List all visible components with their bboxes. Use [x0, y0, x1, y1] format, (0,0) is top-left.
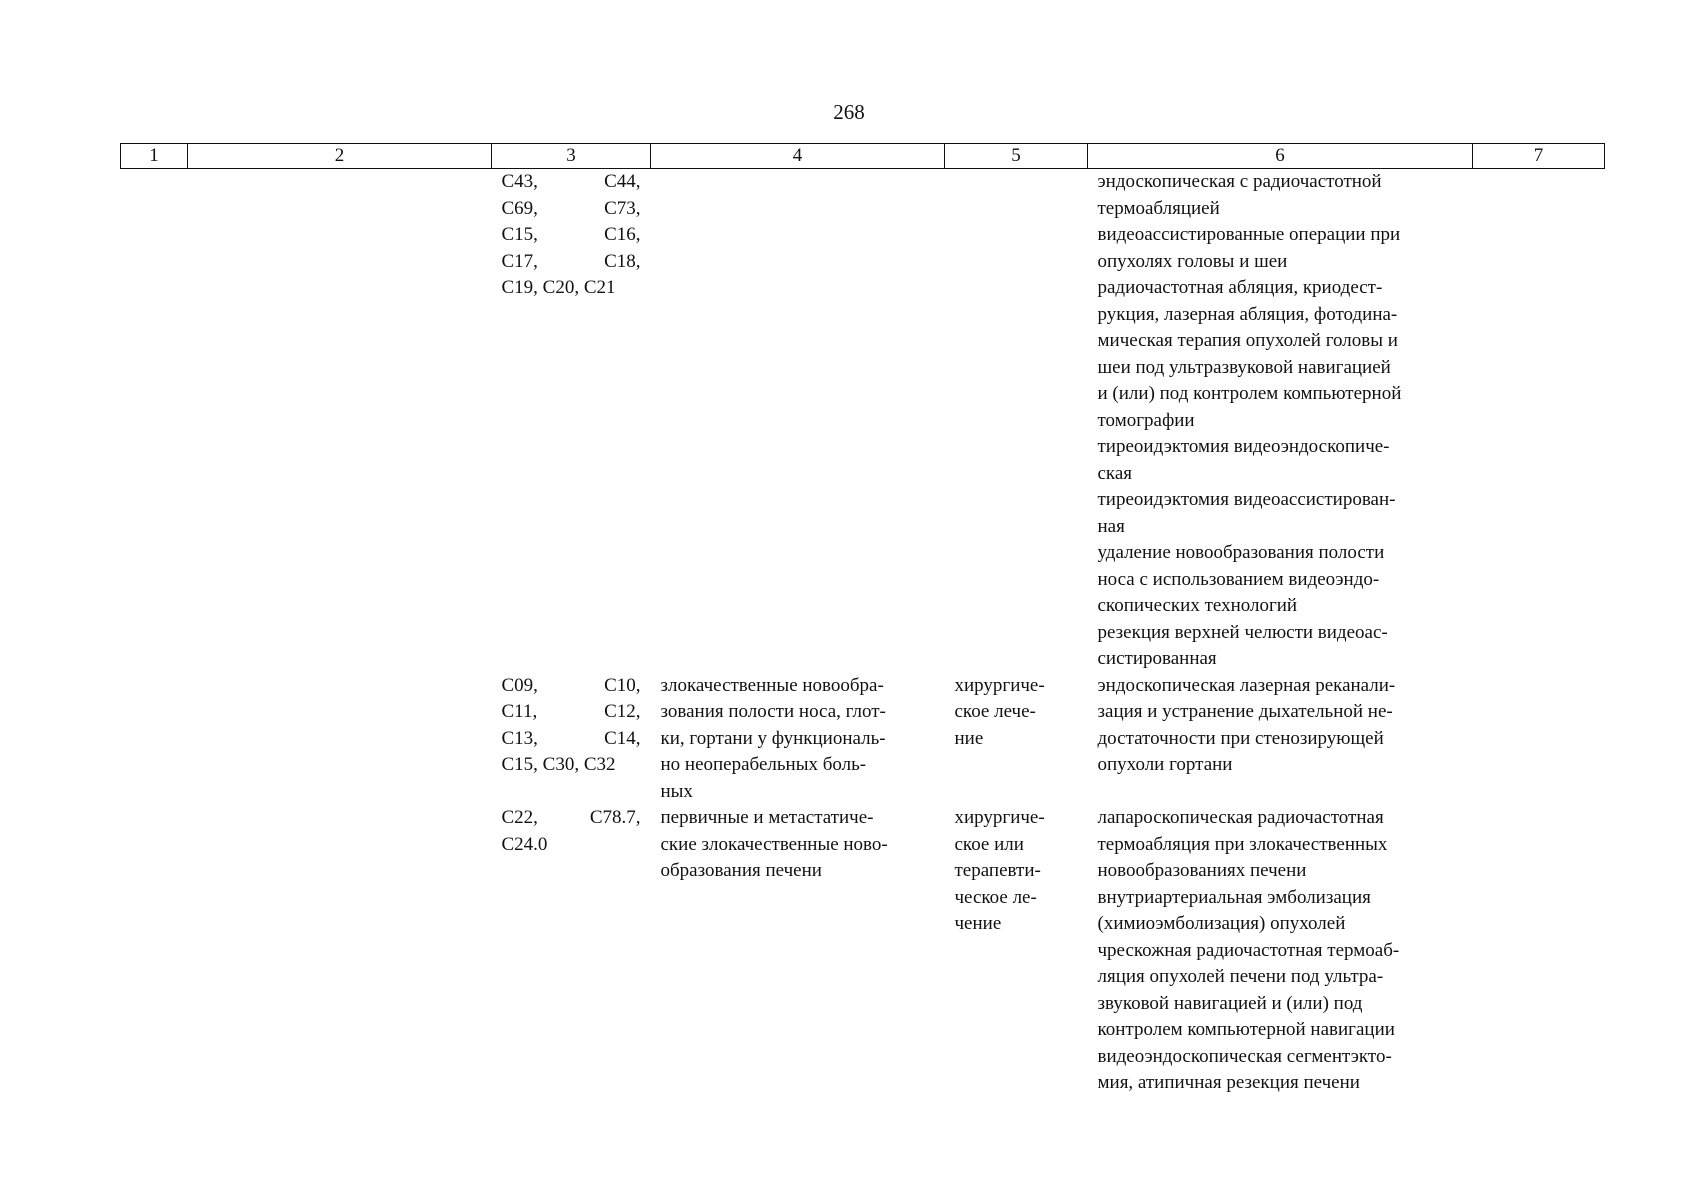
- code-line: [502, 222, 641, 249]
- cell-col1: [121, 805, 188, 1097]
- code-text: C15, C30, C32: [501, 754, 616, 775]
- code-text: C15,: [501, 224, 538, 245]
- procedure-line: ная: [1097, 515, 1125, 537]
- treatment-line: хирургиче-: [954, 807, 1045, 828]
- procedure-line: опухоли гортани: [1097, 754, 1233, 775]
- procedure-line: зация и устранение дыхательной не-: [1097, 701, 1393, 722]
- column-header: 1: [121, 144, 188, 169]
- column-header: 3: [492, 144, 651, 169]
- disease-line: ных: [660, 780, 693, 802]
- code-text: C16,: [604, 224, 641, 245]
- procedure-line: систированная: [1097, 648, 1217, 669]
- cell-codes: [492, 805, 651, 1097]
- disease-line: образования печени: [660, 860, 822, 881]
- code-line: [502, 673, 641, 700]
- column-number-row: [121, 144, 1605, 169]
- cell-col2: [188, 169, 492, 673]
- procedure-line: звуковой навигацией и (или) под: [1097, 992, 1363, 1014]
- procedure-line: мическая терапия опухолей головы и: [1097, 330, 1398, 351]
- code-line: [502, 275, 641, 302]
- cell-treatment: [945, 169, 1088, 673]
- procedure-line: мия, атипичная резекция печени: [1097, 1072, 1360, 1093]
- column-header: 7: [1473, 144, 1605, 169]
- disease-line: зования полости носа, глот-: [660, 701, 886, 722]
- procedure-line: внутриартериальная эмболизация: [1097, 886, 1371, 908]
- treatment-line: терапевти-: [954, 860, 1041, 881]
- disease-line: ки, гортани у функциональ-: [660, 727, 886, 749]
- code-text: C24.0: [501, 833, 548, 855]
- code-line: [502, 169, 641, 196]
- treatment-line: чение: [954, 913, 1002, 934]
- procedure-line: видеоассистированные операции при: [1097, 224, 1401, 245]
- table-row: [121, 169, 1605, 673]
- procedure-line: рукция, лазерная абляция, фотодина-: [1097, 303, 1398, 325]
- cell-disease: [651, 805, 945, 1097]
- code-line: [502, 249, 641, 276]
- procedure-line: и (или) под контролем компьютерной: [1097, 383, 1402, 404]
- code-text: C43,: [501, 171, 538, 192]
- treatment-line: ское или: [954, 833, 1024, 855]
- code-line: [502, 699, 641, 726]
- code-line: [502, 805, 641, 832]
- code-line: [502, 726, 641, 753]
- cell-disease: [651, 673, 945, 806]
- procedure-line: контролем компьютерной навигации: [1097, 1019, 1395, 1040]
- table-row: [121, 673, 1605, 806]
- page-number: 268: [833, 100, 865, 124]
- column-header: 2: [188, 144, 492, 169]
- code-text: C73,: [604, 197, 641, 219]
- procedure-line: достаточности при стенозирующей: [1097, 727, 1384, 749]
- code-text: C18,: [604, 250, 641, 272]
- code-text: C44,: [604, 171, 641, 192]
- code-text: C17,: [501, 250, 538, 272]
- cell-col2: [188, 673, 492, 806]
- procedure-line: тиреоидэктомия видеоэндоскопиче-: [1097, 436, 1390, 457]
- cell-disease: [651, 169, 945, 673]
- code-line: [502, 832, 641, 859]
- procedure-line: удаление новообразования полости: [1097, 542, 1385, 563]
- procedure-line: лапароскопическая радиочастотная: [1097, 807, 1384, 828]
- code-line: [502, 752, 641, 779]
- code-text: C11,: [501, 701, 538, 722]
- procedure-line: новообразованиях печени: [1097, 860, 1307, 881]
- treatment-line: ние: [954, 727, 984, 749]
- treatment-line: ское лече-: [954, 701, 1036, 722]
- cell-col1: [121, 169, 188, 673]
- cell-codes: [492, 673, 651, 806]
- cell-col2: [188, 805, 492, 1097]
- cell-col7: [1473, 673, 1605, 806]
- procedure-line: ская: [1097, 462, 1133, 484]
- disease-line: но неоперабельных боль-: [660, 754, 867, 775]
- procedure-line: носа с использованием видеоэндо-: [1097, 568, 1380, 590]
- code-text: C69,: [501, 197, 538, 219]
- code-text: C09,: [501, 674, 538, 696]
- cell-treatment: [945, 805, 1088, 1097]
- code-text: C12,: [604, 701, 641, 722]
- cell-treatment: [945, 673, 1088, 806]
- column-header: 6: [1088, 144, 1473, 169]
- treatment-line: хирургиче-: [954, 674, 1045, 696]
- column-header: 5: [945, 144, 1088, 169]
- procedure-line: (химиоэмболизация) опухолей: [1097, 913, 1346, 934]
- procedure-line: термоабляция при злокачественных: [1097, 833, 1388, 855]
- code-text: C10,: [604, 674, 641, 696]
- code-text: C19, C20, C21: [501, 277, 616, 298]
- procedure-line: чрескожная радиочастотная термоаб-: [1097, 939, 1400, 961]
- procedure-line: ляция опухолей печени под ультра-: [1097, 966, 1384, 987]
- disease-line: первичные и метастатиче-: [660, 807, 874, 828]
- cell-procedures: [1088, 673, 1473, 806]
- column-header: 4: [651, 144, 945, 169]
- code-text: C14,: [604, 727, 641, 749]
- disease-line: ские злокачественные ново-: [660, 833, 888, 855]
- code-text: C78.7,: [589, 807, 641, 828]
- cell-procedures: [1088, 805, 1473, 1097]
- cell-codes: [492, 169, 651, 673]
- procedure-line: томографии: [1097, 409, 1195, 431]
- code-text: C22,: [501, 807, 538, 828]
- procedure-line: резекция верхней челюсти видеоас-: [1097, 621, 1388, 643]
- procedure-line: опухолях головы и шеи: [1097, 250, 1288, 272]
- procedure-line: радиочастотная абляция, криодест-: [1097, 277, 1383, 298]
- cell-procedures: [1088, 169, 1473, 673]
- procedure-line: термоабляцией: [1097, 197, 1220, 219]
- table-row: [121, 805, 1605, 1097]
- procedure-line: эндоскопическая лазерная реканали-: [1097, 674, 1396, 696]
- code-text: C13,: [501, 727, 538, 749]
- cell-col7: [1473, 169, 1605, 673]
- procedure-line: скопических технологий: [1097, 595, 1298, 616]
- procedures-table: [120, 143, 1605, 1097]
- code-line: [502, 196, 641, 223]
- treatment-line: ческое ле-: [954, 886, 1037, 908]
- procedure-line: видеоэндоскопическая сегментэкто-: [1097, 1045, 1392, 1067]
- cell-col7: [1473, 805, 1605, 1097]
- disease-line: злокачественные новообра-: [660, 674, 884, 696]
- procedure-line: шеи под ультразвуковой навигацией: [1097, 356, 1391, 378]
- cell-col1: [121, 673, 188, 806]
- procedure-line: тиреоидэктомия видеоассистирован-: [1097, 489, 1396, 510]
- procedure-line: эндоскопическая с радиочастотной: [1097, 171, 1382, 192]
